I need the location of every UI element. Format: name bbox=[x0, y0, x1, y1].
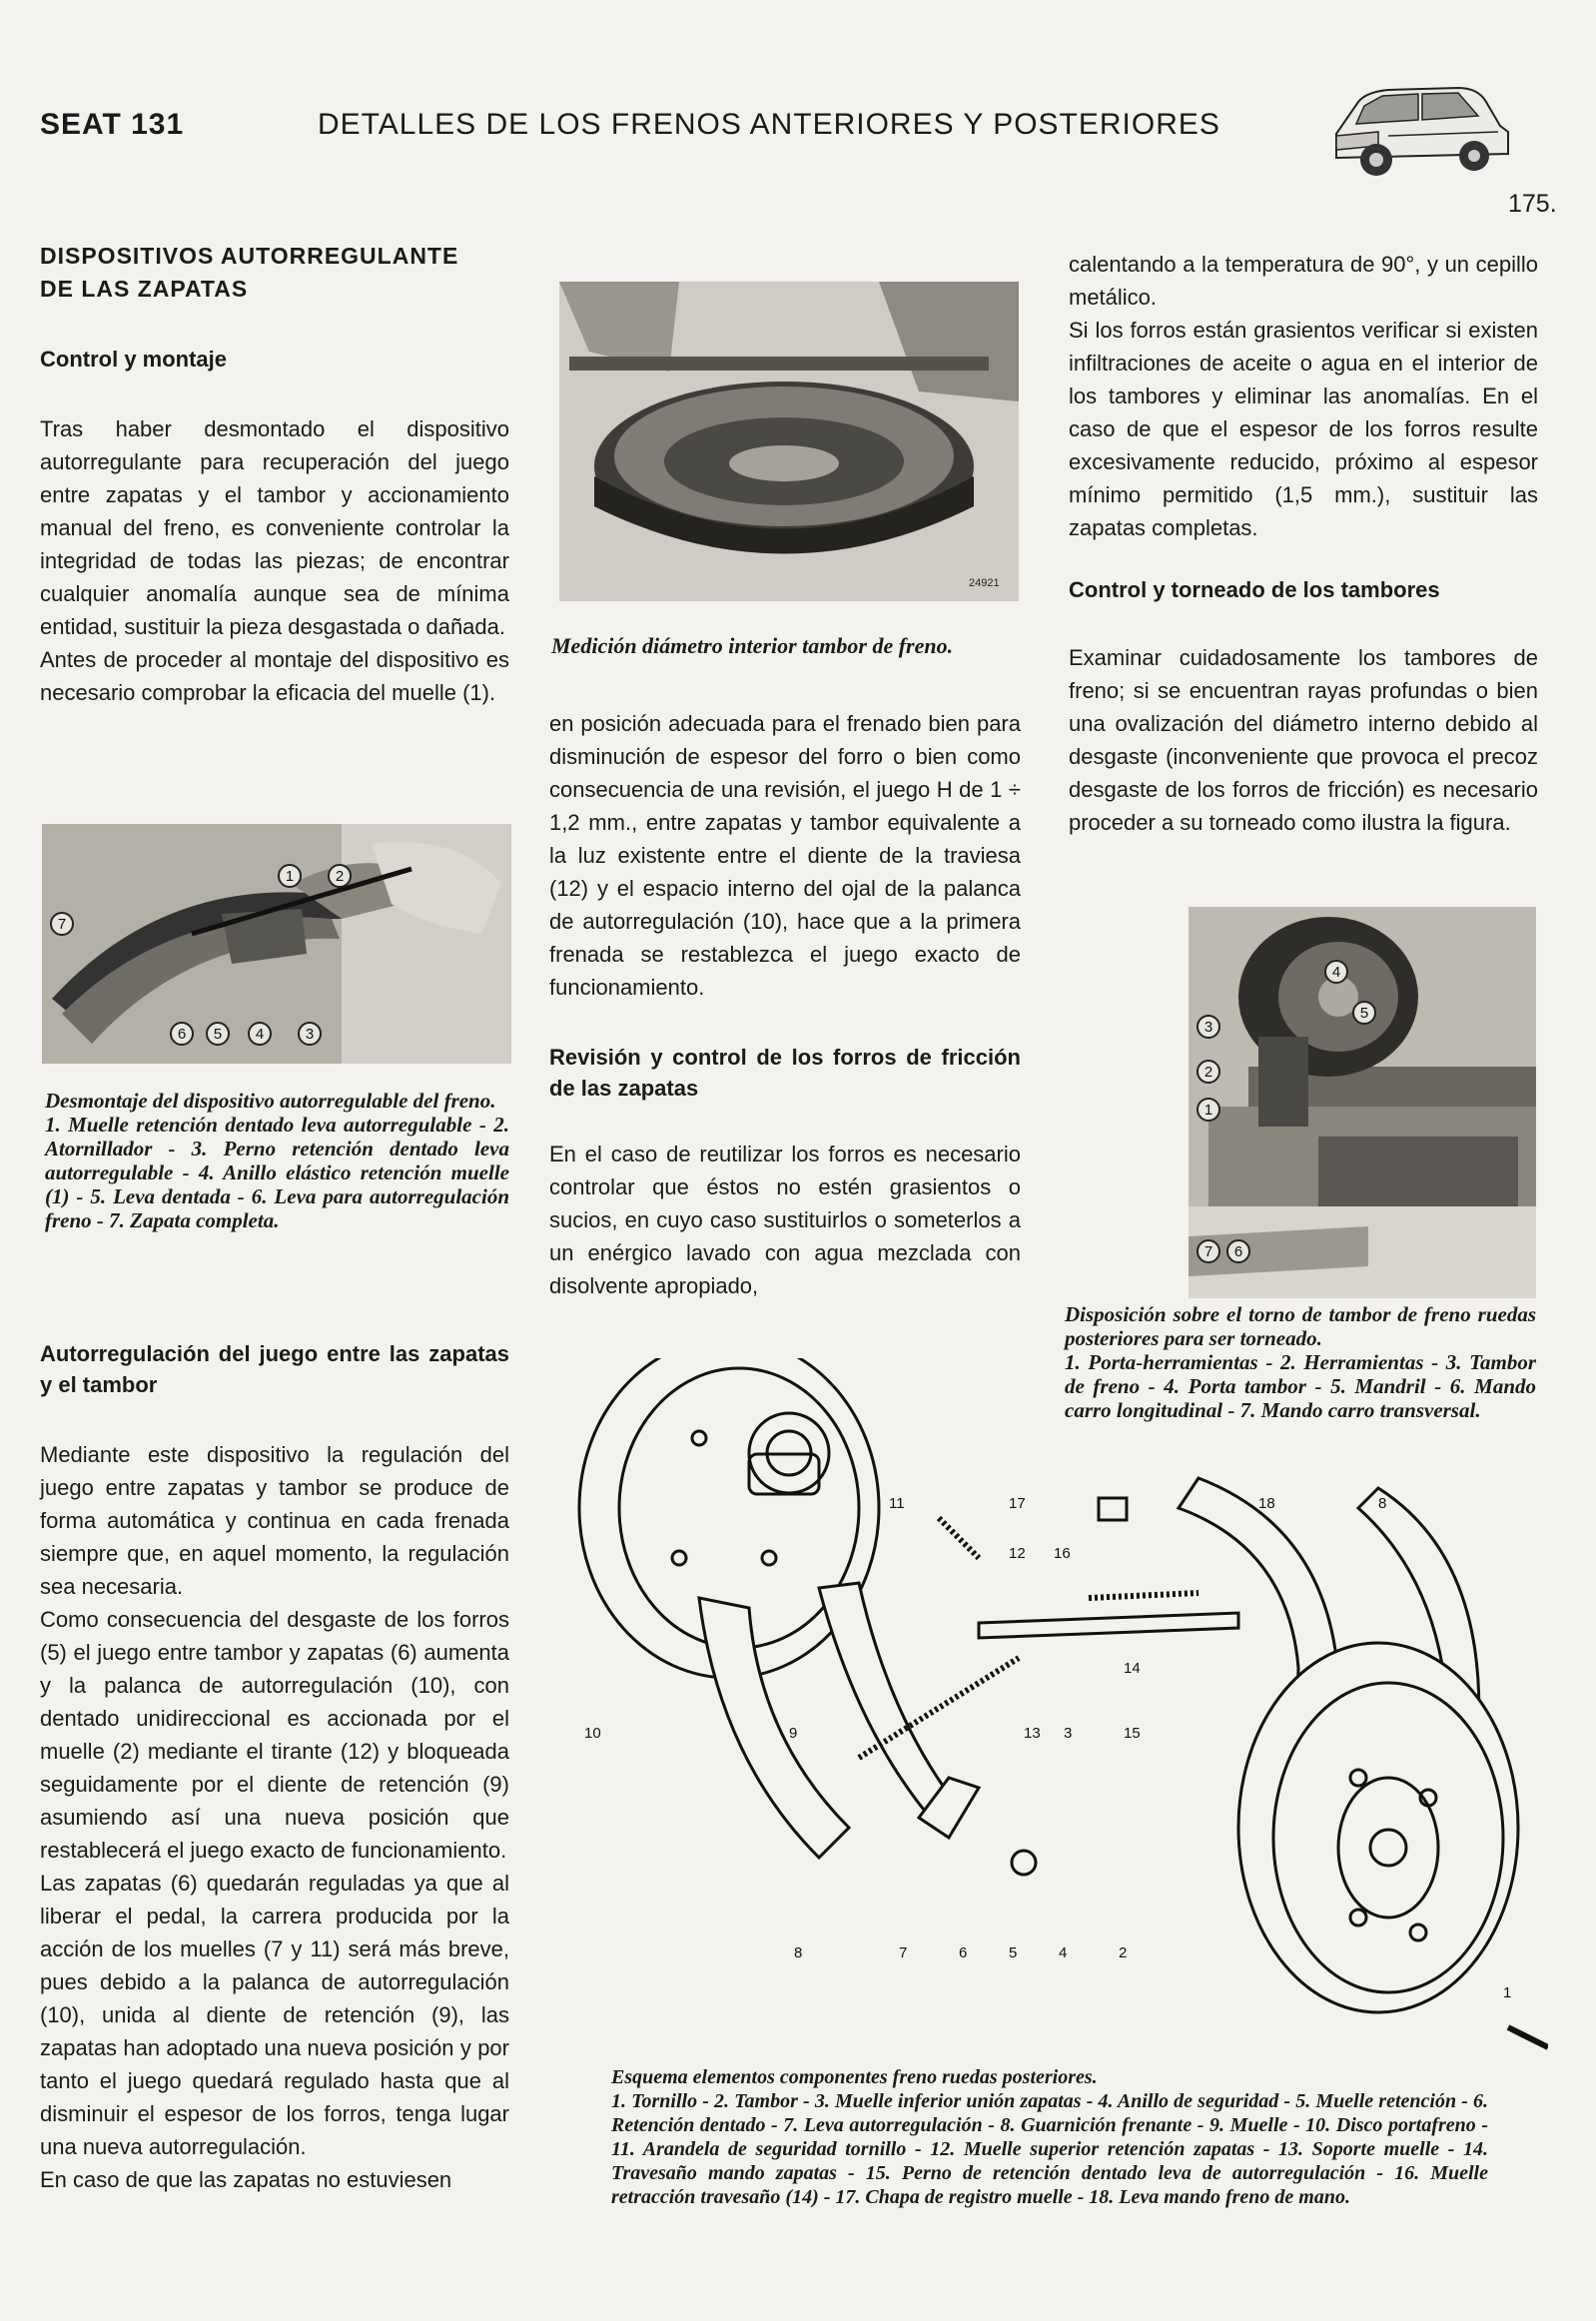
callout-4: 4 bbox=[255, 1026, 265, 1043]
diagram-label: 8 bbox=[794, 1944, 803, 1961]
figure-caption-device bbox=[45, 1089, 509, 1232]
diagram-label: 16 bbox=[1054, 1545, 1071, 1562]
diagram-label: 8 bbox=[1378, 1495, 1387, 1512]
diagram-label: 14 bbox=[1124, 1660, 1141, 1677]
photo-drum-measurement bbox=[559, 282, 1019, 601]
column-1 bbox=[40, 240, 509, 709]
caption-title: Desmontaje del dispositivo autorregulable del freno. bbox=[45, 1089, 496, 1113]
diagram-label: 7 bbox=[899, 1944, 908, 1961]
callout-6: 6 bbox=[1233, 1243, 1243, 1260]
car-illustration bbox=[1318, 62, 1518, 192]
diagram-label: 4 bbox=[1059, 1944, 1068, 1961]
paragraph: Como consecuencia del desgaste de los forros (5) el juego entre tambor y zapatas (6) aumenta y la palanca de autorregulación (10), con dentado unidireccional es accionada por el muelle (2) mediante el tirante (12) y bloqueada seguidamente por el diente de retención (9) asumiendo así una nueva posición que restablecerá el juego exacto de funcionamiento. bbox=[40, 1607, 509, 1863]
paragraph: Mediante este dispositivo la regulación del juego entre zapatas y tambor se produce de forma automática y continua en cada frenada siempre que, en aquel momento, la regulación sea necesaria. bbox=[40, 1442, 509, 1599]
caption-list: 1. Porta-herramientas - 2. Herramientas - 3. Tambor de freno - 4. Porta tambor - 5. Mandril - 6. Mando carro longitudinal - 7. Mando carro transversal. bbox=[1065, 1350, 1536, 1422]
callout-1: 1 bbox=[1203, 1102, 1213, 1119]
figure-caption-diagram bbox=[611, 2065, 1488, 2209]
callout-3: 3 bbox=[305, 1026, 315, 1043]
paragraph: calentando a la temperatura de 90°, y un cepillo metálico. bbox=[1069, 252, 1538, 310]
registro-plate bbox=[1099, 1498, 1127, 1520]
subheading-torneado: Control y torneado de los tambores bbox=[1069, 577, 1440, 602]
caption-list: 1. Tornillo - 2. Tambor - 3. Muelle inferior unión zapatas - 4. Anillo de seguridad - 5. Muelle retención - 6. Retención dentado - 7. Leva autorregulación - 8. Guarnición frenante - 9. Muelle - 10. Disco portafreno - 11. Arandela de seguridad tornillo - 12. Muelle superior retención zapatas - 13. Soporte muelle - 14. Travesaño mando zapatas - 15. Perno de retención dentado leva de autorregulación - 16. Muelle retracción travesaño (14) - 17. Chapa de registro muelle - 18. Leva mando freno de mano. bbox=[611, 2090, 1488, 2208]
subheading-revision-forros: Revisión y control de los forros de fricción de las zapatas bbox=[549, 1045, 1021, 1101]
paragraph: Si los forros están grasientos verificar si existen infiltraciones de aceite o agua en el interior de los tambores y eliminar las anomalías. En el caso de que el espesor de los forros resulte excesivamente reducido, próximo al espesor mínimo permitido (1,5 mm.), sustituir las zapatas completas. bbox=[1069, 318, 1538, 540]
paragraph: Las zapatas (6) quedarán reguladas ya que al liberar el pedal, la carrera producida por la acción de los muelles (7 y 11) será más breve, pues debido a la palanca de autorregulación (10), unida al diente de retención (9), las zapatas han adoptado una nueva posición y por tanto el juego quedará regulado hasta que al disminuir el espesor de los forros, tenga lugar una nueva autorregulación. bbox=[40, 1871, 509, 2159]
callout-2: 2 bbox=[1203, 1064, 1213, 1081]
callout-2: 2 bbox=[335, 868, 345, 885]
diagram-label: 12 bbox=[1009, 1545, 1026, 1562]
paragraph: En caso de que las zapatas no estuviesen bbox=[40, 2167, 452, 2192]
callout-5: 5 bbox=[1359, 1005, 1369, 1022]
diagram-label: 9 bbox=[789, 1725, 798, 1742]
paragraph: En el caso de reutilizar los forros es necesario controlar que éstos no estén grasientos o sucios, en cuyo caso sustituirlos o someterlos a un enérgico lavado con agua mezclada con disolvente apropiado, bbox=[549, 1142, 1021, 1298]
diagram-label: 10 bbox=[584, 1725, 601, 1742]
callout-7: 7 bbox=[57, 916, 67, 933]
diagram-label: 13 bbox=[1024, 1725, 1041, 1742]
caption-list: 1. Muelle retención dentado leva autorregulable - 2. Atornillador - 3. Perno retención dentado leva autorregulable - 4. Anillo elástico retención muelle (1) - 5. Leva dentada - 6. Leva para autorregulación freno - 7. Zapata completa. bbox=[45, 1113, 509, 1232]
section-title-line2: DE LAS ZAPATAS bbox=[40, 276, 249, 302]
diagram-label: 6 bbox=[959, 1944, 968, 1961]
diagram-label: 2 bbox=[1119, 1944, 1128, 1961]
diagram-label: 11 bbox=[889, 1495, 905, 1512]
diagram-label: 3 bbox=[1064, 1725, 1073, 1742]
callout-3: 3 bbox=[1203, 1019, 1213, 1036]
crossbar bbox=[979, 1613, 1238, 1638]
brake-drum bbox=[1238, 1643, 1518, 2012]
diagram-label: 5 bbox=[1009, 1944, 1018, 1961]
subheading-control-montaje: Control y montaje bbox=[40, 347, 228, 372]
caption-title: Esquema elementos componentes freno ruedas posteriores. bbox=[611, 2066, 1098, 2088]
brake-exploded-diagram bbox=[559, 1358, 1548, 2067]
paragraph: Antes de proceder al montaje del dispositivo es necesario comprobar la eficacia del muelle (1). bbox=[40, 647, 509, 705]
column-2 bbox=[549, 707, 1021, 1302]
diagram-label: 1 bbox=[1503, 1984, 1512, 2001]
callout-4: 4 bbox=[1331, 964, 1341, 981]
column-1-lower bbox=[40, 1338, 509, 2196]
callout-7: 7 bbox=[1203, 1243, 1213, 1260]
diagram-label: 17 bbox=[1009, 1495, 1026, 1512]
photo-code: 24921 bbox=[969, 577, 1000, 589]
callout-6: 6 bbox=[177, 1026, 187, 1043]
diagram-label: 15 bbox=[1124, 1725, 1141, 1742]
paragraph: en posición adecuada para el frenado bien para disminución de espesor del forro o bien como consecuencia de una revisión, el juego H de 1 ÷ 1,2 mm., entre zapatas y tambor equivalente a la luz existente entre el diente de la traviesa (12) y el espacio interno del ojal de la palanca de autorregulación (10), hace que a la primera frenada se restablezca el juego exacto de funcionamiento. bbox=[549, 711, 1021, 1000]
paragraph: Tras haber desmontado el dispositivo autorregulante para recuperación del juego entre zapatas y el tambor y accionamiento manual del freno, es conveniente controlar la integridad de todas las piezas; de encontrar cualquier anomalía aunque sea de mínima entidad, sustituir la pieza desgastada o dañada. bbox=[40, 416, 509, 639]
header-model: SEAT 131 bbox=[40, 108, 185, 141]
subheading-autorregulacion: Autorregulación del juego entre las zapatas y el tambor bbox=[40, 1341, 509, 1397]
page-number: 175. bbox=[1508, 190, 1557, 218]
figure-caption-drum: Medición diámetro interior tambor de freno. bbox=[551, 633, 954, 658]
paragraph: Examinar cuidadosamente los tambores de freno; si se encuentran rayas profundas o bien una ovalización del diámetro interno debido al desgaste (inconveniente que provoca el precoz desgaste de los forros de fricción) es necesario proceder a su torneado como ilustra la figura. bbox=[1069, 645, 1538, 835]
section-title-line1: DISPOSITIVOS AUTORREGULANTE bbox=[40, 243, 459, 269]
photo-lathe bbox=[1189, 907, 1536, 1298]
diagram-label: 18 bbox=[1258, 1495, 1275, 1512]
photo-autoregulating-device bbox=[42, 824, 511, 1064]
header-title: DETALLES DE LOS FRENOS ANTERIORES Y POSTERIORES bbox=[318, 108, 1220, 141]
column-3 bbox=[1069, 248, 1538, 839]
callout-5: 5 bbox=[213, 1026, 223, 1043]
caption-title: Disposición sobre el torno de tambor de freno ruedas posteriores para ser torneado. bbox=[1065, 1302, 1536, 1350]
callout-1: 1 bbox=[285, 868, 295, 885]
